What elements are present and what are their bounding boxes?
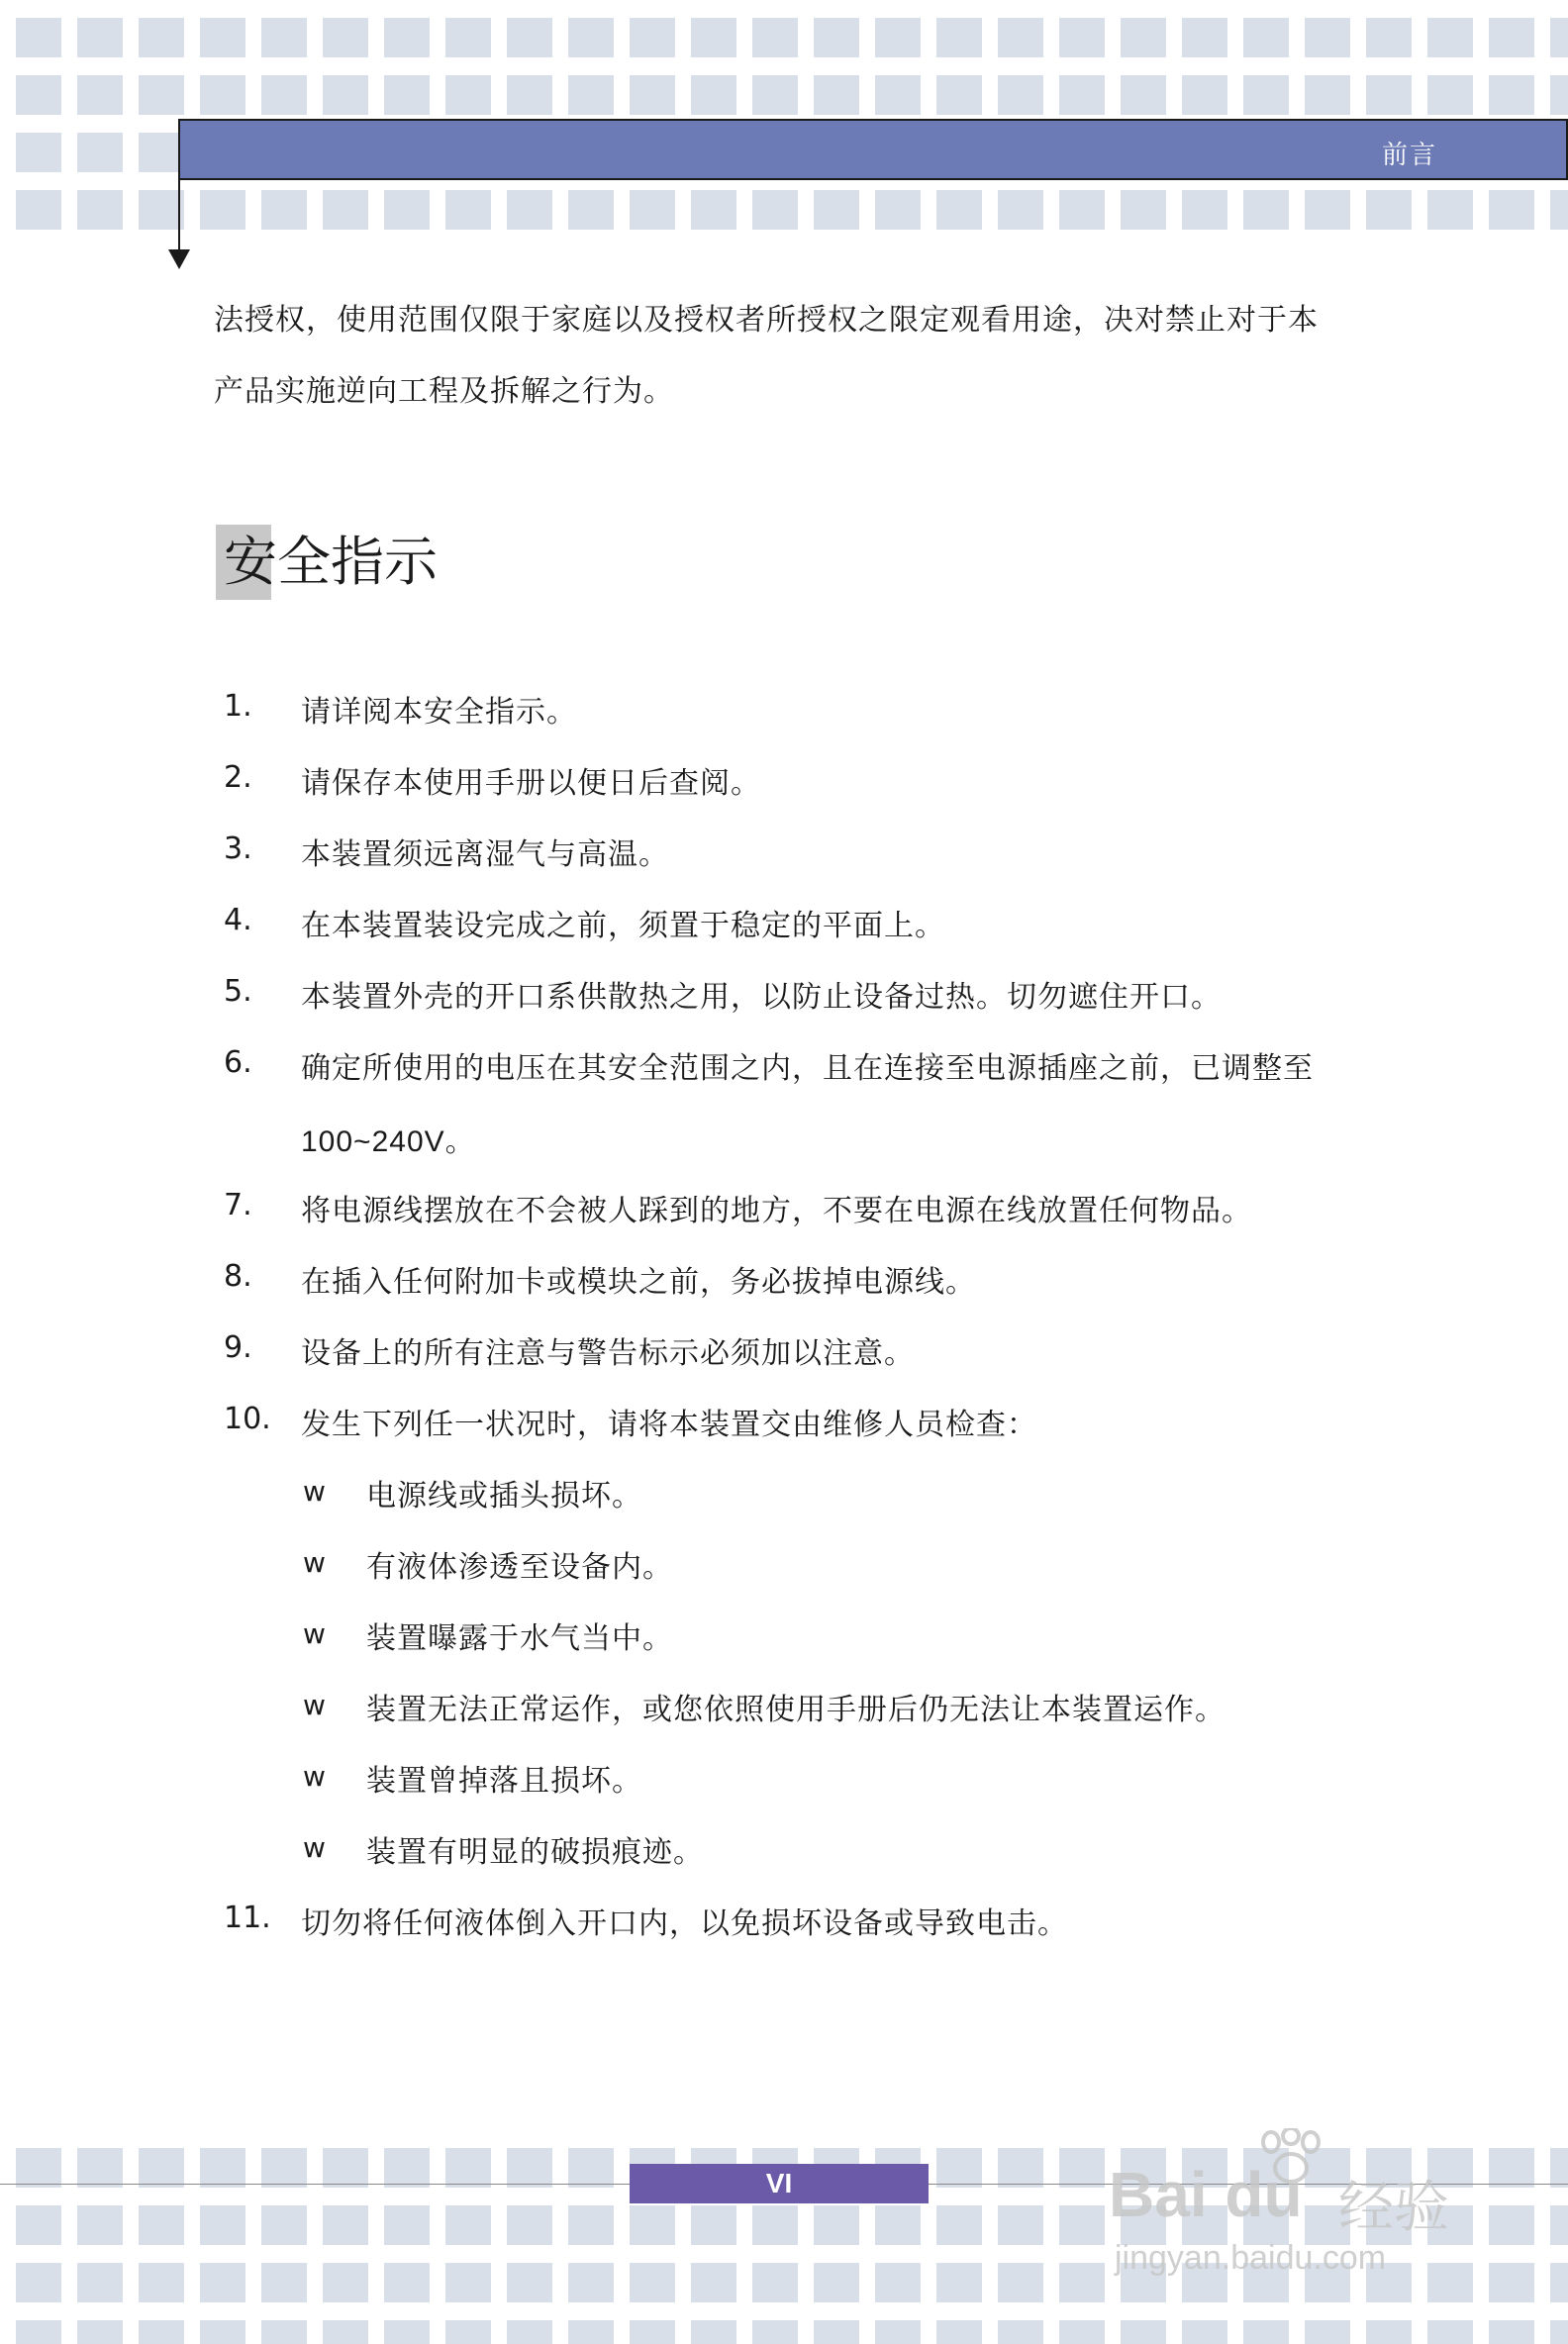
sub-item-text: 装置无法正常运作，或您依照使用手册后仍无法让本装置运作。 (366, 1693, 1225, 1727)
top-grid-decoration (0, 0, 1568, 230)
item-number: 9. (224, 1330, 252, 1365)
bullet-icon: w (303, 1831, 326, 1864)
intro-line-2: 产品实施逆向工程及拆解之行为。 (214, 374, 674, 409)
item-text: 本装置外壳的开口系供散热之用，以防止设备过热。切勿遮住开口。 (301, 980, 1222, 1015)
page-number: VI (765, 2168, 793, 2198)
item-text: 发生下列任一状况时，请将本装置交由维修人员检查： (301, 1408, 1037, 1442)
bullet-icon: w (303, 1475, 326, 1508)
item-text: 在插入任何附加卡或模块之前，务必拔掉电源线。 (301, 1265, 976, 1300)
item-number: 11. (224, 1901, 271, 1935)
title-first-char: 安 (224, 531, 277, 593)
item-text: 本装置须远离湿气与高温。 (301, 837, 669, 872)
item-number: 6. (224, 1045, 252, 1080)
item-text: 在本装置装设完成之前，须置于稳定的平面上。 (301, 909, 945, 943)
down-arrow-icon (168, 249, 190, 269)
header-left-line (178, 119, 180, 257)
item-number: 10. (224, 1402, 271, 1436)
item-number: 2. (224, 760, 252, 795)
bullet-icon: w (303, 1689, 326, 1721)
baidu-watermark (1109, 2128, 1485, 2287)
item-number: 7. (224, 1188, 252, 1222)
sub-item-text: 装置有明显的破损痕迹。 (366, 1835, 704, 1870)
page-number-bar (630, 2164, 929, 2203)
item-text: 请详阅本安全指示。 (301, 695, 577, 730)
sub-item-text: 有液体渗透至设备内。 (366, 1550, 673, 1585)
watermark-url: jingyan.baidu.com (1115, 2239, 1387, 2277)
header-bar (178, 119, 1568, 180)
sub-item-text: 装置曾掉落且损坏。 (366, 1764, 642, 1799)
item-number: 5. (224, 974, 252, 1009)
item-number: 3. (224, 831, 252, 866)
item-text-continued: 100~240V。 (301, 1125, 476, 1158)
bullet-icon: w (303, 1760, 326, 1793)
item-number: 8. (224, 1259, 252, 1294)
item-text: 切勿将任何液体倒入开口内，以免损坏设备或导致电击。 (301, 1906, 1068, 1941)
item-number: 4. (224, 903, 252, 937)
sub-item-text: 装置曝露于水气当中。 (366, 1621, 673, 1656)
item-text: 确定所使用的电压在其安全范围之内，且在连接至电源插座之前，已调整至 (301, 1051, 1314, 1086)
item-number: 1. (224, 689, 252, 724)
sub-item-text: 电源线或插头损坏。 (366, 1479, 642, 1514)
watermark-logo: Bai du (1109, 2159, 1303, 2230)
item-text: 将电源线摆放在不会被人踩到的地方，不要在电源在线放置任何物品。 (301, 1194, 1252, 1228)
bullet-icon: w (303, 1546, 326, 1579)
section-title (216, 525, 438, 600)
item-text: 请保存本使用手册以便日后查阅。 (301, 766, 761, 801)
intro-line-1: 法授权，使用范围仅限于家庭以及授权者所授权之限定观看用途，决对禁止对于本 (214, 303, 1319, 338)
title-rest: 全指示 (277, 531, 438, 593)
watermark-cn: 经验 (1338, 2176, 1449, 2240)
header-title: 前言 (1381, 141, 1437, 170)
bullet-icon: w (303, 1617, 326, 1650)
item-text: 设备上的所有注意与警告标示必须加以注意。 (301, 1336, 915, 1371)
